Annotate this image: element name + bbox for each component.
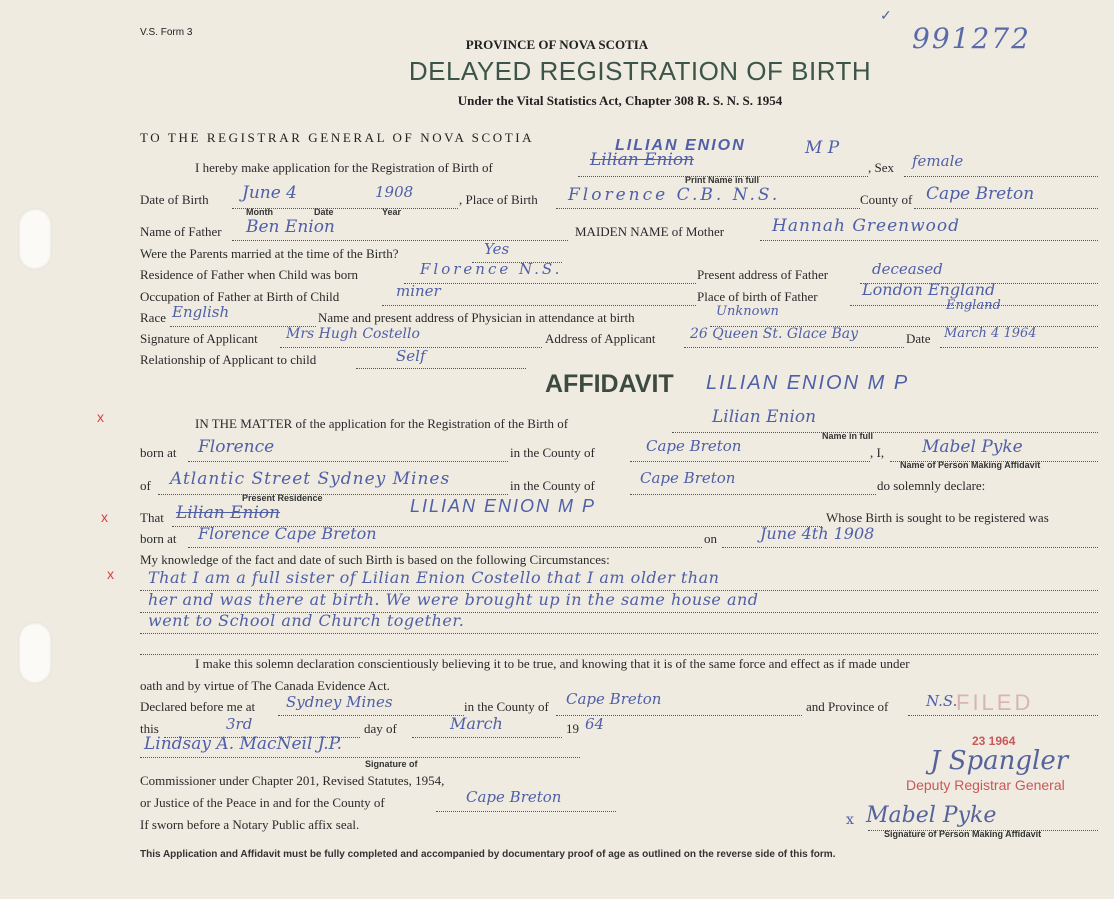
that-overlay: LILIAN ENION M P bbox=[410, 496, 597, 516]
matter-label: IN THE MATTER of the application for the Registration of the Birth of bbox=[195, 416, 569, 431]
commissioner-signature: Lindsay A. MacNeil J.P. bbox=[144, 734, 343, 754]
physician-label: Name and present address of Physician in attendance at birth bbox=[318, 310, 635, 325]
signature-value: Mrs Hugh Costello bbox=[286, 326, 420, 342]
province-value: N.S. bbox=[926, 692, 958, 710]
solemn-declaration-2: oath and by virtue of The Canada Evidence Act. bbox=[140, 678, 390, 693]
form-code: V.S. Form 3 bbox=[140, 27, 193, 38]
name-in-full-caption: Name in full bbox=[822, 431, 874, 441]
county1-value: Cape Breton bbox=[646, 437, 742, 455]
that-value: Lilian Enion bbox=[176, 503, 281, 523]
signature-of-caption: Signature of bbox=[365, 759, 418, 769]
place-value: Florence C.B. N.S. bbox=[568, 185, 781, 205]
relationship-value: Self bbox=[396, 347, 426, 365]
month-value: March bbox=[450, 714, 503, 733]
deponent-mark: x bbox=[846, 812, 854, 828]
declared-label: Declared before me at bbox=[140, 699, 256, 714]
margin-mark: x bbox=[97, 409, 104, 425]
i-label: , I, bbox=[870, 445, 885, 460]
date-value: March 4 1964 bbox=[944, 326, 1037, 341]
i-value: Mabel Pyke bbox=[922, 437, 1023, 457]
father-value: Ben Enion bbox=[246, 217, 335, 237]
month-caption: Month bbox=[246, 207, 273, 217]
date-label: Date bbox=[906, 331, 931, 346]
addressee-line: TO THE REGISTRAR GENERAL OF NOVA SCOTIA bbox=[140, 130, 535, 145]
race-label: Race bbox=[140, 310, 166, 325]
matter-value: Lilian Enion bbox=[712, 407, 817, 427]
on-value: June 4th 1908 bbox=[760, 524, 875, 543]
justice-line: or Justice of the Peace in and for the County of bbox=[140, 795, 385, 810]
county2-value: Cape Breton bbox=[640, 469, 736, 487]
occupation-value: miner bbox=[396, 282, 441, 300]
page-subtitle: Under the Vital Statistics Act, Chapter 308 R. S. N. S. 1954 bbox=[457, 93, 783, 108]
mother-value: Hannah Greenwood bbox=[772, 216, 961, 236]
solemn-declaration-1: I make this solemn declaration conscientiously believing it to be true, and knowing that it is of the same force and effect as if made under bbox=[195, 656, 910, 671]
sex-value: female bbox=[912, 152, 964, 170]
province-label: and Province of bbox=[806, 699, 889, 714]
residence-value: Florence N.S. bbox=[420, 260, 563, 278]
page-title: DELAYED REGISTRATION OF BIRTH bbox=[408, 56, 872, 86]
registrar-signature: J Spangler bbox=[930, 746, 1069, 776]
born-at2-label: born at bbox=[140, 531, 177, 546]
sex-label: , Sex bbox=[868, 160, 894, 175]
circumstance-line: her and was there at birth. We were brought up in the same house and bbox=[148, 590, 759, 609]
application-intro: I hereby make application for the Registration of Birth of bbox=[195, 160, 493, 175]
relationship-label: Relationship of Applicant to child bbox=[140, 352, 317, 367]
filed-stamp: FILED bbox=[956, 690, 1034, 715]
print-name-caption: Print Name in full bbox=[685, 175, 760, 185]
knowledge-label: My knowledge of the fact and date of such Birth is based on the following Circumstances: bbox=[140, 552, 610, 567]
commissioner-line: Commissioner under Chapter 201, Revised Statutes, 1954, bbox=[140, 773, 445, 788]
county-value: Cape Breton bbox=[926, 184, 1035, 204]
child-name-struck: Lilian Enion bbox=[590, 150, 695, 170]
affidavit-heading: AFFIDAVIT bbox=[545, 370, 674, 398]
born-at-label: born at bbox=[140, 445, 177, 460]
father-birthplace-label: Place of birth of Father bbox=[697, 289, 818, 304]
day-label: day of bbox=[364, 721, 397, 736]
check-mark: ✓ bbox=[880, 8, 892, 24]
stamp-title: Deputy Registrar General bbox=[906, 777, 1065, 793]
father-birthplace-extra: England bbox=[946, 298, 1001, 313]
occupation-label: Occupation of Father at Birth of Child bbox=[140, 289, 340, 304]
circumstance-line: That I am a full sister of Lilian Enion Costello that I am older than bbox=[148, 568, 720, 587]
day-value: 3rd bbox=[226, 715, 253, 733]
married-label: Were the Parents married at the time of the Birth? bbox=[140, 246, 399, 261]
dob-label: Date of Birth bbox=[140, 192, 209, 207]
year-caption: Year bbox=[382, 207, 402, 217]
dob-year: 1908 bbox=[375, 183, 414, 201]
affidavit-name-overlay: LILIAN ENION M P bbox=[706, 372, 910, 394]
margin-mark: x bbox=[107, 566, 114, 582]
deponent-caption: Signature of Person Making Affidavit bbox=[884, 829, 1042, 839]
physician-value: Unknown bbox=[716, 304, 779, 319]
of-value: Atlantic Street Sydney Mines bbox=[170, 469, 451, 489]
circumstance-line: went to School and Church together. bbox=[148, 611, 465, 630]
dob-month: June 4 bbox=[242, 183, 297, 203]
year-value: 64 bbox=[585, 715, 605, 733]
punch-hole bbox=[18, 622, 52, 684]
date-caption: Date bbox=[314, 207, 334, 217]
declare-label: do solemnly declare: bbox=[877, 478, 986, 493]
that-label: That bbox=[140, 510, 164, 525]
county3-label: in the County of bbox=[464, 699, 549, 714]
footer-note: This Application and Affidavit must be fully completed and accompanied by documentary proof of age as outlined on the reverse side of this form. bbox=[140, 849, 836, 860]
on-label: on bbox=[704, 531, 717, 546]
person-caption: Name of Person Making Affidavit bbox=[900, 460, 1041, 470]
this-label: this bbox=[140, 721, 159, 736]
of-label: of bbox=[140, 478, 151, 493]
child-name: LILIAN ENION bbox=[615, 137, 746, 154]
county2-label: in the County of bbox=[510, 478, 595, 493]
margin-mark: x bbox=[101, 509, 108, 525]
notary-line: If sworn before a Notary Public affix seal. bbox=[140, 817, 360, 832]
deponent-signature: Mabel Pyke bbox=[866, 803, 997, 828]
residence-caption: Present Residence bbox=[242, 493, 323, 503]
justice-value: Cape Breton bbox=[466, 788, 562, 806]
applicant-address-label: Address of Applicant bbox=[545, 331, 656, 346]
child-name-suffix: M P bbox=[805, 138, 840, 158]
father-birthplace-value: London England bbox=[862, 280, 996, 299]
born-at-value: Florence bbox=[198, 437, 275, 457]
signature-label: Signature of Applicant bbox=[140, 331, 258, 346]
race-value: English bbox=[172, 303, 230, 321]
present-address-value: deceased bbox=[872, 260, 943, 278]
residence-label: Residence of Father when Child was born bbox=[140, 267, 359, 282]
whose-label: Whose Birth is sought to be registered was bbox=[826, 510, 1049, 525]
stamp-date: 23 1964 bbox=[972, 734, 1016, 748]
applicant-address-value: 26 Queen St. Glace Bay bbox=[690, 326, 859, 342]
declared-value: Sydney Mines bbox=[286, 693, 393, 711]
present-address-label: Present address of Father bbox=[697, 267, 829, 282]
serial-number: 991272 bbox=[912, 22, 1031, 55]
county1-label: in the County of bbox=[510, 445, 595, 460]
county3-value: Cape Breton bbox=[566, 690, 662, 708]
place-label: , Place of Birth bbox=[459, 192, 538, 207]
born-at2-value: Florence Cape Breton bbox=[198, 524, 377, 543]
mother-label: MAIDEN NAME of Mother bbox=[575, 224, 725, 239]
father-label: Name of Father bbox=[140, 224, 222, 239]
province-heading: PROVINCE OF NOVA SCOTIA bbox=[465, 37, 649, 52]
year-prefix: 19 bbox=[566, 721, 579, 736]
punch-hole bbox=[18, 208, 52, 270]
county-label: County of bbox=[860, 192, 913, 207]
married-value: Yes bbox=[484, 240, 510, 258]
